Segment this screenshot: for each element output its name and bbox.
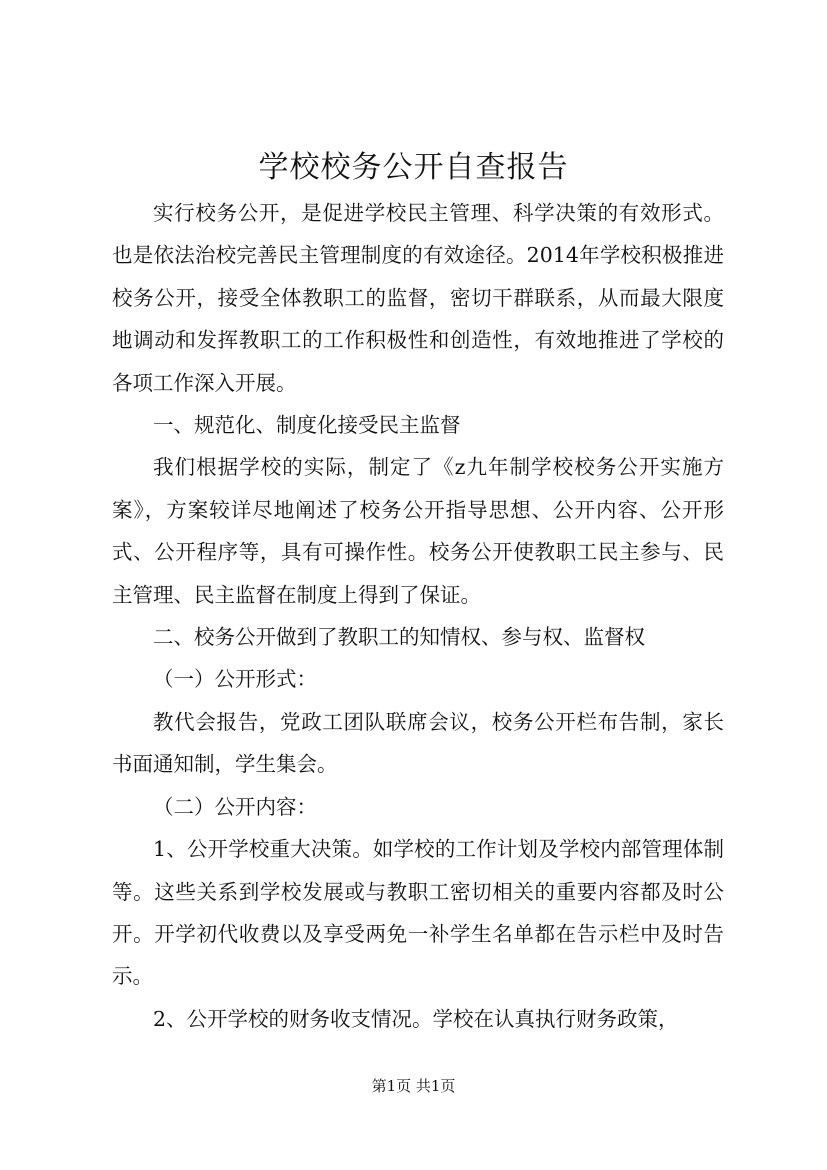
- document-body: [112, 192, 724, 1040]
- paragraph-forms: 教代会报告，党政工团队联席会议，校务公开栏布告制，家长书面通知制，学生集会。: [112, 709, 724, 777]
- section-heading-2: 二、校务公开做到了教职工的知情权、参与权、监督权: [153, 625, 645, 650]
- subsection-heading-form: （一）公开形式：: [153, 667, 317, 692]
- subsection-heading-content: （二）公开内容：: [153, 794, 317, 819]
- paragraph-content-2: 2、公开学校的财务收支情况。学校在认真执行财务政策，: [153, 1006, 679, 1031]
- paragraph-content-1: 1、公开学校重大决策。如学校的工作计划及学校内部管理体制等。这些关系到学校发展或与教职工密切相关的重要内容都及时公开。开学初代收费以及享受两免一补学生名单都在告示栏中及时告示。: [112, 837, 724, 989]
- paragraph-intro: 实行校务公开，是促进学校民主管理、科学决策的有效形式。也是依法治校完善民主管理制度的有效途径。2014年学校积极推进校务公开，接受全体教职工的监督，密切干群联系，从而最大限度地调动和发挥教职工的工作积极性和创造性，有效地推进了学校的各项工作深入开展。: [112, 201, 724, 395]
- document-title: 学校校务公开自查报告: [258, 150, 569, 185]
- section-heading-1: 一、规范化、制度化接受民主监督: [153, 413, 461, 438]
- page-number-footer: 第1页 共1页: [371, 1077, 456, 1095]
- paragraph-section-1: 我们根据学校的实际，制定了《z九年制学校校务公开实施方案》，方案较详尽地阐述了校务公开指导思想、公开内容、公开形式、公开程序等，具有可操作性。校务公开使教职工民主参与、民主管理、民主监督在制度上得到了保证。: [112, 455, 724, 607]
